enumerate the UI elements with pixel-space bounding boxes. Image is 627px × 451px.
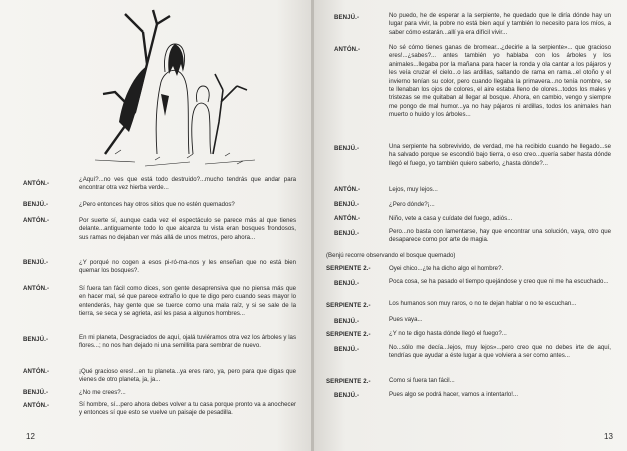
dialogue-text: Los humanos son muy raros, o no te dejan hablar o no te escuchan...	[389, 300, 577, 307]
speaker-label: ANTÓN.-	[23, 180, 50, 187]
speaker-label: BENJÚ.-	[334, 230, 360, 237]
stage-direction: (Benjú recorre observando el bosque quemado)	[326, 252, 456, 259]
dialogue-text: No sé cómo tienes ganas de bromear...¿decirle a la serpiente»... que gracioso eres!...¿sabes?... antes también yo hablaba con los árboles y los animales...llegaba por la mañana para hacer la ronda y ola cantar a los pájaros y les veía cruzar el cielo...o las ardillas, saltando de rama en rama...el otoño y el invierno tenían su color, pero cuando llegaba la primavera...no tenía nombre, se te llenaban los ojos de colores, el aire estaba lleno de olores...todos los males y tristezas se me quitaban al llegar al bosque. Ahora, en cambio, vengo y siempre me pongo de mal humor...ya no hay pájaros ni ardillas, todos los animales han muerto o huido y los árboles...	[389, 44, 611, 119]
speaker-label: ANTÓN.-	[334, 186, 361, 193]
page-number: 13	[604, 432, 613, 441]
speaker-label: BENJÚ.-	[334, 346, 360, 353]
dialogue-text: Oyei chico...¿te ha dicho algo el hombre?.	[389, 265, 504, 272]
dialogue-text: Por suerte sí, aunque cada vez el espectáculo se parece más al que tienes delante...antiguamente todo lo que alcanza tu vista eran bosques frondosos, sus ramas no dejaban ver más allá de unos metros, pero ahora...	[79, 217, 296, 241]
speaker-label: ANTÓN.-	[23, 217, 50, 224]
dialogue-text: ¡Qué gracioso eres!...en tu planeta...ya eres raro, ya, pero para que digas que vienes de otro planeta, ja, ja...	[79, 368, 296, 384]
speaker-label: BENJÚ.-	[23, 259, 49, 266]
speaker-label: BENJÚ.-	[334, 392, 360, 399]
speaker-label: BENJÚ.-	[23, 389, 49, 396]
dialogue-text: ¿Aquí?...no ves que está todo destruido?...mucho tendrás que andar para encontrar otra vez hierba verde...	[79, 176, 296, 192]
page-number: 12	[26, 432, 35, 441]
speaker-label: BENJÚ.-	[334, 145, 360, 152]
dialogue-text: ¿Pero dónde?¡...	[389, 201, 435, 208]
dialogue-text: ¿Y no te digo hasta dónde llegó el fuego?...	[389, 330, 507, 337]
dialogue-text: Niño, vete a casa y cuídate del fuego, adiós...	[389, 215, 513, 222]
speaker-label: BENJÚ.-	[334, 280, 360, 287]
dialogue-text: Sí hombre, sí...pero ahora debes volver a tu casa porque pronto va a anochecer y entonces sí que esto se vuelve un paisaje de pesadilla.	[79, 401, 296, 417]
speaker-label: ANTÓN.-	[23, 402, 50, 409]
speaker-label: BENJÚ.-	[334, 318, 360, 325]
speaker-label: BENJÚ.-	[23, 336, 49, 343]
dialogue-text: ¿Pero entonces hay otros sitios que no estén quemados?	[79, 201, 235, 208]
illustration	[95, 4, 255, 172]
speaker-label: ANTÓN.-	[334, 46, 361, 53]
dialogue-text: Como si fuera tan fácil...	[389, 377, 455, 384]
dialogue-text: Pues algo se podrá hacer, vamos a intentarlo!...	[389, 391, 519, 398]
right-page	[314, 0, 627, 451]
speaker-label: SERPIENTE 2.-	[326, 331, 371, 338]
speaker-label: ANTÓN.-	[23, 368, 50, 375]
dialogue-text: ¿No me crees?...	[79, 389, 126, 396]
dialogue-text: Poca cosa, se ha pasado el tiempo quejándose y creo que ni me ha escuchado...	[389, 278, 609, 285]
speaker-label: SERPIENTE 2.-	[326, 302, 371, 309]
dialogue-text: Lejos, muy lejos...	[389, 186, 438, 193]
dialogue-text: Pero...no basta con lamentarse, hay que encontrar una solución, vaya, otro que desaparece como por arte de magia.	[389, 228, 611, 244]
dialogue-text: En mi planeta, Desgraciados de aquí, ojalá tuviéramos otra vez los árboles y las flores...; no nos han dejado ni una semillita para sembrar de nuevo.	[79, 334, 296, 350]
speaker-label: ANTÓN.-	[23, 285, 50, 292]
dialogue-text: ¿Y porqué no cogen a esos pi-ró-ma-nos y les enseñan que no está bien quemar los bosques?.	[79, 259, 296, 275]
speaker-label: SERPIENTE 2.-	[326, 378, 371, 385]
speaker-label: ANTÓN.-	[334, 215, 361, 222]
speaker-label: BENJÚ.-	[23, 201, 49, 208]
dialogue-text: Pues vaya...	[389, 316, 423, 323]
speaker-label: BENJÚ.-	[334, 201, 360, 208]
dialogue-text: No...sólo me decía...lejos, muy lejos»...pero creo que no debes irte de aquí, tendrías que ayudar a éste lugar a que volviera a ser como antes...	[389, 344, 611, 360]
dialogue-text: Una serpiente ha sobrevivido, de verdad, me ha recibido cuando he llegado...se ha salvado porque se escondió bajo tierra, o eso creo...quería saber hasta dónde llegó el fuego, yo también quiero saberlo, ¿hasta dónde?...	[389, 143, 611, 167]
dialogue-text: No puedo, he de esperar a la serpiente, he quedado que le diría dónde hay un lugar para vivir, la pobre no está bien aquí y también lo necesito para los míos, a saber cómo estarán...allí ya era difícil vivir...	[389, 12, 611, 36]
dialogue-text: Sí fuera tan fácil como dices, son gente desaprensiva que no piensa más que en hacer mal, sé que parece extraño lo que te digo pero cuando seas mayor lo entenderás, hay gente que se tuerce como una mala raíz, y si se sale de la tierra, se seca y se agrieta, así les pasa a algunos hombres...	[79, 285, 296, 318]
speaker-label: BENJÚ.-	[334, 14, 360, 21]
speaker-label: SERPIENTE 2.-	[326, 265, 371, 272]
